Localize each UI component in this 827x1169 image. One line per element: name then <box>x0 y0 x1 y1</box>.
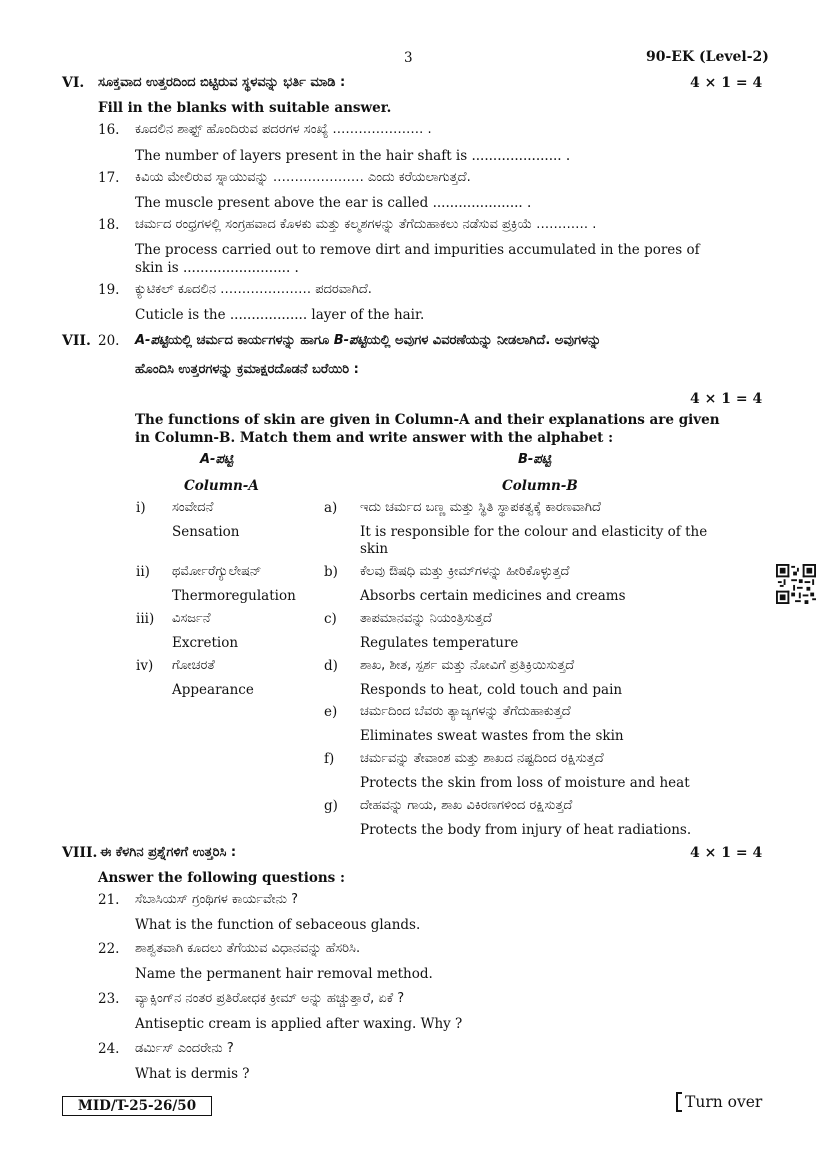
q22-kn: ಶಾಶ್ವತವಾಗಿ ಕೂದಲು ತೆಗೆಯುವ ವಿಧಾನವನ್ನು ಹೆಸರಿಸಿ. <box>135 941 361 956</box>
section-vii-title-kn-line1 <box>135 333 601 348</box>
section-viii-marks: 4 × 1 = 4 <box>690 845 763 861</box>
section-vi-title-en: Fill in the blanks with suitable answer. <box>98 100 392 116</box>
q24-number: 24. <box>98 1041 120 1057</box>
col-b-en-c: Regulates temperature <box>360 635 519 651</box>
col-b-kn-b: ಕೆಲವು ಔಷಧಿ ಮತ್ತು ಕ್ರೀಮ್‌ಗಳನ್ನು ಹೀರಿಕೊಳ್ಳುತ್ತದೆ <box>360 564 570 579</box>
col-b-label-e: e) <box>324 704 338 720</box>
document-code-box: MID/T-25-26/50 <box>62 1096 212 1116</box>
q24-kn: ಡರ್ಮಿಸ್ ಎಂದರೇನು ? <box>135 1041 234 1056</box>
col-a-kn-iv: ಗೋಚರತೆ <box>172 658 215 673</box>
col-a-label-iv: iv) <box>136 658 154 674</box>
col-b-label-d: d) <box>324 658 338 674</box>
page-number: 3 <box>404 50 413 66</box>
col-b-kn-d: ಶಾಖ, ಶೀತ, ಸ್ಪರ್ಶ ಮತ್ತು ನೋವಿಗೆ ಪ್ರತಿಕ್ರಿಯಿಸುತ್ತದೆ <box>360 658 575 673</box>
col-b-kn-g: ದೇಹವನ್ನು ಗಾಯ, ಶಾಖ ವಿಕಿರಣಗಳಿಂದ ರಕ್ಷಿಸುತ್ತದೆ <box>360 798 573 813</box>
col-a-kn-ii: ಥರ್ಮೋರೆಗ್ಯುಲೇಷನ್ <box>172 564 262 579</box>
q19-en: Cuticle is the .................. layer of the hair. <box>135 307 425 323</box>
col-b-kn-c: ತಾಪಮಾನವನ್ನು ನಿಯಂತ್ರಿಸುತ್ತದೆ <box>360 611 492 626</box>
column-a-heading-kn: A-ಪಟ್ಟಿ <box>200 452 234 467</box>
section-vi-roman: VI. <box>62 75 85 91</box>
section-vii-title-kn-line2: ಹೊಂದಿಸಿ ಉತ್ತರಗಳನ್ನು ಕ್ರಮಾಕ್ಷರದೊಡನೆ ಬರೆಯಿರಿ : <box>135 362 359 377</box>
section-vii-title-en-line2: in Column-B. Match them and write answer with the alphabet : <box>135 430 614 446</box>
q20-number: 20. <box>98 333 120 349</box>
col-b-kn-f: ಚರ್ಮವನ್ನು ತೇವಾಂಶ ಮತ್ತು ಶಾಖದ ನಷ್ಟದಿಂದ ರಕ್ಷಿಸುತ್ತದೆ <box>360 751 604 766</box>
section-vii-marks: 4 × 1 = 4 <box>690 391 763 407</box>
col-a-en-iv: Appearance <box>172 682 254 698</box>
q18-kn: ಚರ್ಮದ ರಂಧ್ರಗಳಲ್ಲಿ ಸಂಗ್ರಹವಾದ ಕೊಳಕು ಮತ್ತು ಕಲ್ಮಶಗಳನ್ನು ತೆಗೆದುಹಾಕಲು ನಡೆಸುವ ಪ್ರಕ್ರಿಯೆ ………… . <box>135 217 597 232</box>
qr-code-icon <box>776 564 816 604</box>
col-b-label-a: a) <box>324 500 338 516</box>
col-b-kn-a: ಇದು ಚರ್ಮದ ಬಣ್ಣ ಮತ್ತು ಸ್ಥಿತಿ ಸ್ಥಾಪಕತ್ವಕ್ಕೆ ಕಾರಣವಾಗಿದೆ <box>360 500 601 515</box>
col-a-label-i: i) <box>136 500 146 516</box>
q21-kn: ಸೆಬಾಸಿಯಸ್ ಗ್ರಂಥಿಗಳ ಕಾರ್ಯವೇನು ? <box>135 892 299 907</box>
q19-number: 19. <box>98 282 120 298</box>
section-viii-title-en: Answer the following questions : <box>98 870 345 886</box>
col-b-en-a-line2: skin <box>360 541 389 557</box>
turn-over-label <box>676 1092 762 1112</box>
col-a-label-iii: iii) <box>136 611 155 627</box>
bracket-icon <box>676 1092 682 1112</box>
q18-number: 18. <box>98 217 120 233</box>
col-b-en-e: Eliminates sweat wastes from the skin <box>360 728 624 744</box>
col-b-en-d: Responds to heat, cold touch and pain <box>360 682 623 698</box>
q23-en: Antiseptic cream is applied after waxing. Why ? <box>135 1016 463 1032</box>
q17-en: The muscle present above the ear is called ..................... . <box>135 195 532 211</box>
title-part-d: ಯಲ್ಲಿ ಅವುಗಳ ವಿವರಣೆಯನ್ನು ನೀಡಲಾಗಿದೆ. ಅವುಗಳನ್ನು <box>366 333 602 348</box>
section-vii-roman: VII. <box>62 333 91 349</box>
q17-number: 17. <box>98 170 120 186</box>
q16-kn: ಕೂದಲಿನ ಶಾಫ್ಟ್ ಹೊಂದಿರುವ ಪದರಗಳ ಸಂಖ್ಯೆ ………………… . <box>135 122 432 137</box>
col-b-en-b: Absorbs certain medicines and creams <box>360 588 626 604</box>
col-a-en-iii: Excretion <box>172 635 239 651</box>
col-b-en-f: Protects the skin from loss of moisture and heat <box>360 775 690 791</box>
title-part-b: ಯಲ್ಲಿ ಚರ್ಮದ ಕಾರ್ಯಗಳನ್ನು ಹಾಗೂ <box>168 333 330 348</box>
col-a-en-i: Sensation <box>172 524 240 540</box>
q23-kn: ವ್ಯಾಕ್ಸಿಂಗ್‌ನ ನಂತರ ಪ್ರತಿರೋಧಕ ಕ್ರೀಮ್ ಅನ್ನು ಹಚ್ಚುತ್ತಾರೆ, ಏಕೆ ? <box>135 991 405 1006</box>
col-b-label-c: c) <box>324 611 337 627</box>
section-viii-title-kn: ಈ ಕೆಳಗಿನ ಪ್ರಶ್ನೆಗಳಿಗೆ ಉತ್ತರಿಸಿ : <box>100 845 237 860</box>
col-a-label-ii: ii) <box>136 564 150 580</box>
section-vi-marks: 4 × 1 = 4 <box>690 75 763 91</box>
col-a-ref: A-ಪಟ್ಟಿ <box>135 333 169 348</box>
q21-number: 21. <box>98 892 120 908</box>
col-b-ref: B-ಪಟ್ಟಿ <box>333 333 367 348</box>
q17-kn: ಕಿವಿಯ ಮೇಲಿರುವ ಸ್ನಾಯುವನ್ನು ………………… ಎಂದು ಕರೆಯಲಾಗುತ್ತದೆ. <box>135 170 471 185</box>
q18-en-line1: The process carried out to remove dirt and impurities accumulated in the pores of <box>135 242 700 258</box>
col-a-kn-i: ಸಂವೇದನೆ <box>172 500 214 515</box>
paper-code: 90-EK (Level-2) <box>646 49 769 65</box>
col-b-label-b: b) <box>324 564 338 580</box>
q22-number: 22. <box>98 941 120 957</box>
q21-en: What is the function of sebaceous glands. <box>135 917 421 933</box>
column-b-heading-kn: B-ಪಟ್ಟಿ <box>518 452 552 467</box>
section-vi-title-kn: ಸೂಕ್ತವಾದ ಉತ್ತರದಿಂದ ಬಿಟ್ಟಿರುವ ಸ್ಥಳವನ್ನು ಭರ್ತಿ ಮಾಡಿ : <box>98 75 346 90</box>
q22-en: Name the permanent hair removal method. <box>135 966 433 982</box>
col-b-label-g: g) <box>324 798 338 814</box>
q18-en-line2: skin is ......................... . <box>135 260 299 276</box>
col-b-kn-e: ಚರ್ಮದಿಂದ ಬೆವರು ತ್ಯಾಜ್ಯಗಳನ್ನು ತೆಗೆದುಹಾಕುತ್ತದೆ <box>360 704 571 719</box>
col-b-en-a: It is responsible for the colour and elasticity of the <box>360 524 708 540</box>
column-b-heading-en: Column-B <box>502 478 578 494</box>
q24-en: What is dermis ? <box>135 1066 250 1082</box>
q16-en: The number of layers present in the hair shaft is ..................... . <box>135 148 571 164</box>
col-b-en-g: Protects the body from injury of heat radiations. <box>360 822 692 838</box>
q16-number: 16. <box>98 122 120 138</box>
q23-number: 23. <box>98 991 120 1007</box>
q19-kn: ಕ್ಯುಟಿಕಲ್ ಕೂದಲಿನ ………………… ಪದರವಾಗಿದೆ. <box>135 282 372 297</box>
section-vii-title-en-line1: The functions of skin are given in Column-A and their explanations are given <box>135 412 720 428</box>
turn-over-text: Turn over <box>685 1093 763 1111</box>
col-b-label-f: f) <box>324 751 335 767</box>
col-a-kn-iii: ವಿಸರ್ಜನೆ <box>172 611 211 626</box>
column-a-heading-en: Column-A <box>184 478 259 494</box>
section-viii-roman: VIII. <box>62 845 98 861</box>
col-a-en-ii: Thermoregulation <box>172 588 296 604</box>
